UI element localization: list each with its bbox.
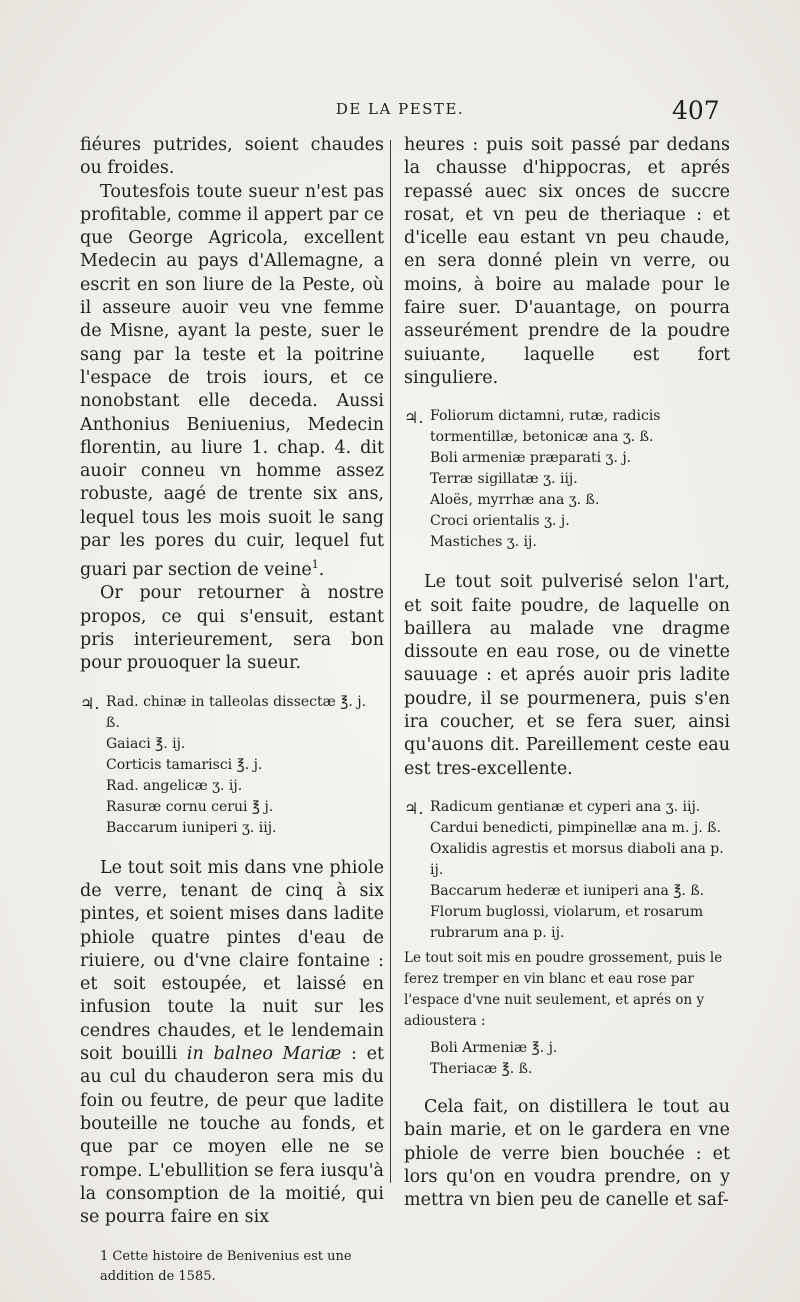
recipe-line: Baccarum iuniperi ʒ. iij.: [106, 819, 277, 836]
paragraph: heures : puis soit passé par dedans la chausse d'hippocras, et aprés repassé auec six onces de succre rosat, et vn peu de theriaque : et d'icelle eau estant vn peu chaude, en sera donné plein vn verre, ou moins, à boire au malade pour le faire suer. D'auantage, on pourra asseurément prendre de la poudre suiuante, laquelle est fort singuliere.: [404, 135, 730, 388]
recipe-line: Radicum gentianæ et cyperi ana ʒ. iij.: [430, 798, 701, 815]
recipe-line: Theriacæ ℥. ß.: [430, 1060, 533, 1077]
recipe-line: Corticis tamarisci ℥. j.: [106, 756, 263, 773]
page-number: 407: [672, 96, 720, 125]
recipe-line: Gaiaci ℥. ij.: [106, 735, 186, 752]
paragraph: Or pour retourner à nostre propos, ce qui s'ensuit, estant pris interieurement, sera bon pour prouoquer la sueur.: [80, 583, 384, 674]
left-column: [80, 134, 384, 1287]
right-column: [404, 134, 730, 1212]
paragraph: [80, 857, 384, 1230]
recipe-line: Terræ sigillatæ ʒ. iij.: [430, 471, 578, 488]
recipe-line: Boli armeniæ præparati ʒ. j.: [430, 450, 632, 467]
recipe: [80, 692, 384, 839]
italic-phrase: in balneo Mariæ: [186, 1044, 342, 1065]
paragraph: Le tout soit pulverisé selon l'art, et soit faite poudre, de laquelle on baillera au malade vne dragme dissoute en eau rose, ou de vinette sauuage : et aprés auoir pris ladite poudre, il se pourmenera, puis s'en ira coucher, et se fera suer, ainsi qu'auons dit. Pareillement ceste eau est tres-excellente.: [404, 572, 730, 779]
recipe-line: Rad. angelicæ ʒ. ij.: [106, 777, 243, 794]
recipe-line: Oxalidis agrestis et morsus diaboli ana p. ij.: [430, 840, 724, 878]
footnote: 1 Cette histoire de Benivenius est une addition de 1585.: [100, 1249, 352, 1285]
recipe-line: Cardui benedicti, pimpinellæ ana m. j. ß.: [430, 819, 721, 836]
recipe-line: Baccarum hederæ et iuniperi ana ℥. ß.: [430, 882, 705, 899]
paragraph-text: : et au cul du chauderon sera mis du foin ou feutre, de peur que ladite bouteille ne touche au fonds, et que par ce moyen elle ne se rompe. L'ebullition se fera iusqu'à la consomption de la moitié, qui se pourra faire en six: [80, 1044, 384, 1228]
recipe-line: Aloës, myrrhæ ana ʒ. ß.: [430, 492, 600, 509]
recipe-line: Croci orientalis ʒ. j.: [430, 513, 570, 530]
recipe: [404, 1038, 730, 1080]
recipe-instruction: Le tout soit mis en poudre grossement, puis le ferez tremper en vin blanc et eau rose par l'espace d'vne nuit seulement, et aprés on y adioustera :: [404, 949, 723, 1029]
column-divider: [390, 140, 391, 1183]
recipe-line: Foliorum dictamni, rutæ, radicis tormentillæ, betonicæ ana ʒ. ß.: [430, 408, 661, 446]
recipe-line: Rasuræ cornu cerui ℥ j.: [106, 798, 274, 815]
running-head: DE LA PESTE.: [335, 100, 465, 118]
paragraph: Cela fait, on distillera le tout au bain marie, et on le gardera en vne phiole de verre bien bouchée : et lors qu'on en voudra prendre, on y mettra vn bien peu de canelle et saf-: [404, 1096, 730, 1211]
paragraph: fiéures putrides, soient chaudes ou froides.: [80, 135, 384, 179]
paragraph: Toutesfois toute sueur n'est pas profitable, comme il appert par ce que George Agricola, excellent Medecin au pays d'Allemagne, a escrit en son liure de la Peste, où il asseure auoir veu vne femme de Misne, ayant la peste, suer le sang par la teste et la poitrine l'espace de trois iours, et ce nonobstant elle deceda. Aussi Anthonius Beniuenius, Medecin florentin, au liure 1. chap. 4. dit auoir conneu vn homme assez robuste, aagé de trente six ans, lequel tous les mois suoit le sang par les pores du cuir, lequel fut guari par section de veine$^1$.: [80, 181, 384, 581]
jupiter-recipe-icon: ♃.: [80, 693, 100, 713]
paragraph-text: Le tout soit mis dans vne phiole de verre, tenant de cinq à six pintes, et soient mises dans ladite phiole quatre pintes d'eau de riuiere, ou d'vne claire fontaine : et soit estoupée, et laissé en infusion toute la nuit sur les cendres chaudes, et le lendemain soit bouilli: [80, 857, 384, 1065]
recipe: [404, 797, 730, 944]
recipe-line: Mastiches ʒ. ij.: [430, 534, 537, 551]
recipe-line: Rad. chinæ in talleolas dissectæ ℥. j. ß.: [106, 693, 367, 731]
paragraph-text: Toutesfois toute sueur n'est pas profitable, comme il appert par ce que George Agricola, excellent Medecin au pays d'Allemagne, a escrit en son liure de la Peste, où il asseure auoir veu vne femme de Misne, ayant la peste, suer le sang par la teste et la poitrine l'espace de trois iours, et ce nonobstant elle deceda. Aussi Anthonius Beniuenius, Medecin florentin, au liure 1. chap. 4. dit auoir conneu vn homme assez robuste, aagé de trente six ans, lequel tous les mois suoit le sang par les pores du cuir, lequel fut guari par section de veine: [80, 181, 384, 581]
recipe-line: Florum buglossi, violarum, et rosarum rubrarum ana p. ij.: [430, 903, 704, 941]
footnote-mark: 1: [311, 558, 319, 572]
jupiter-recipe-icon: ♃.: [404, 408, 424, 428]
jupiter-recipe-icon: ♃.: [404, 798, 424, 818]
recipe: [404, 406, 730, 553]
recipe-line: Boli Armeniæ ℥. j.: [430, 1039, 558, 1056]
